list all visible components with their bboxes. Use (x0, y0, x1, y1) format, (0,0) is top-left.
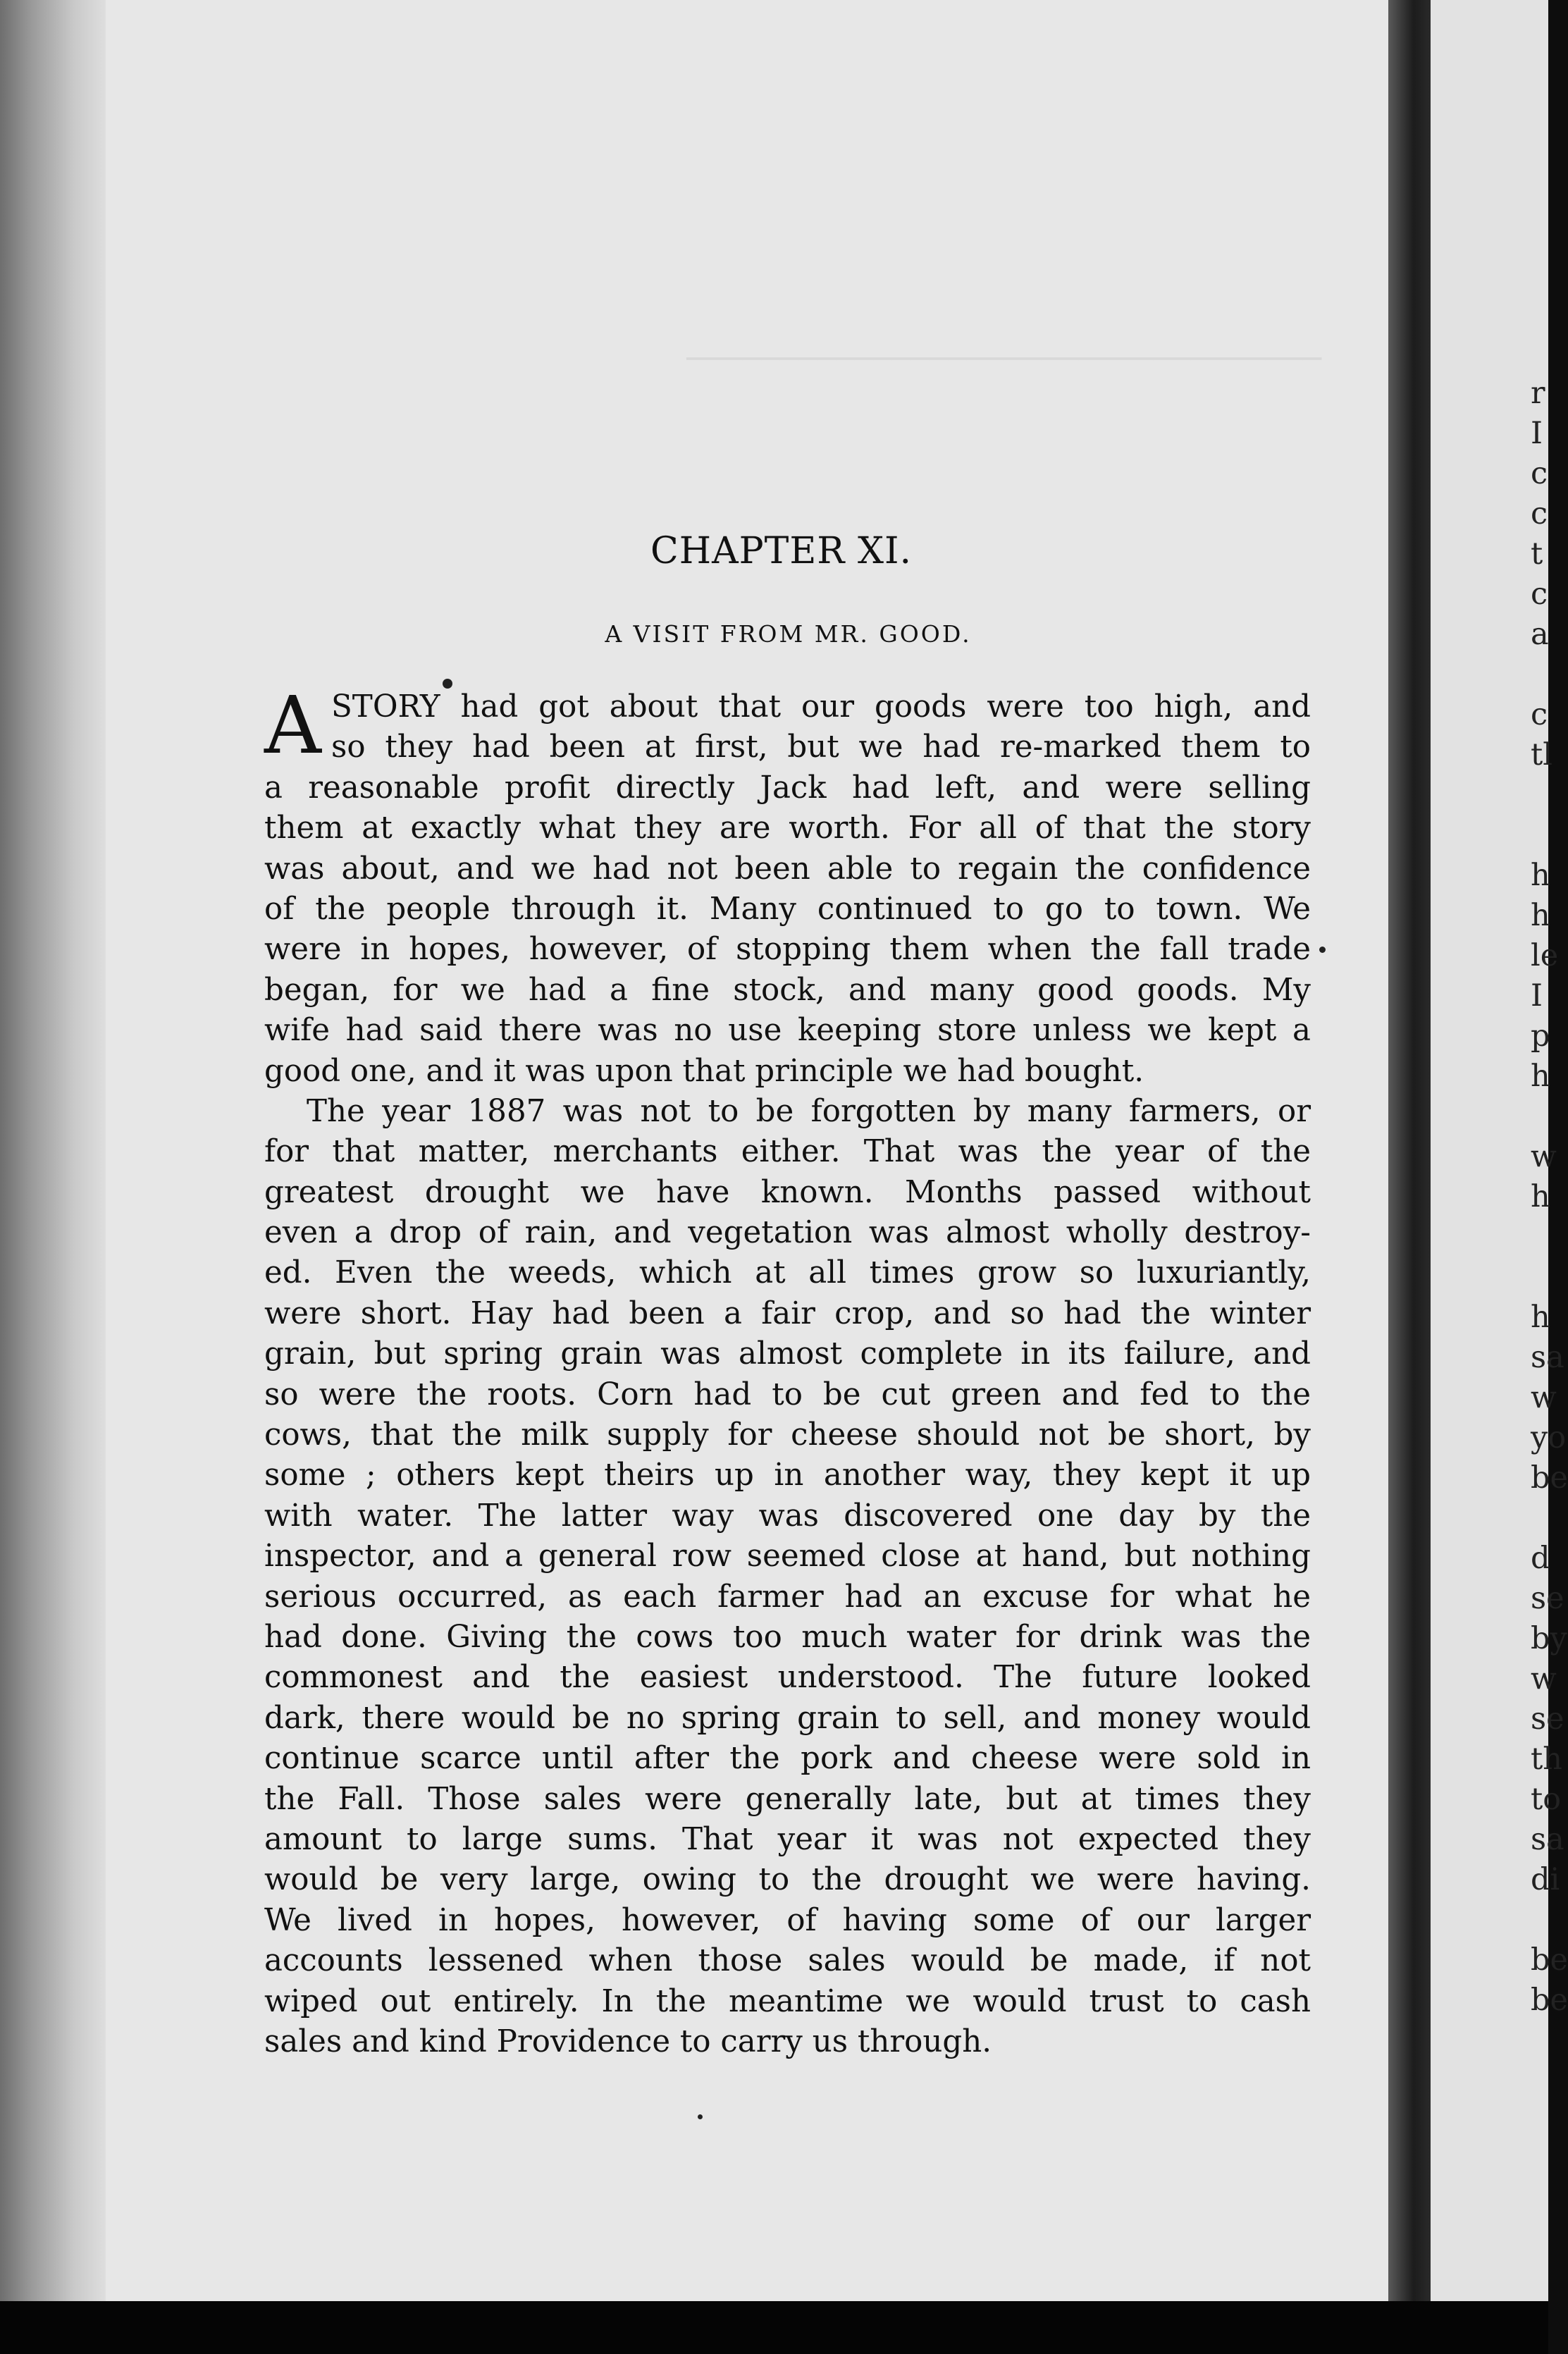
print-speck (698, 2114, 703, 2119)
drop-cap: A (264, 680, 321, 772)
adjacent-page-letter: h (1531, 1059, 1550, 1094)
text-line: inspector, and a general row seemed close at hand, but nothing (264, 1539, 1311, 1575)
text-line: We lived in hopes, however, of having some of our larger (264, 1902, 1311, 1938)
adjacent-page-letter (1531, 815, 1552, 856)
chapter-subtitle: A VISIT FROM MR. GOOD. (605, 620, 972, 648)
adjacent-page-letter: le (1531, 938, 1559, 973)
adjacent-page-letter: c (1531, 496, 1548, 531)
text-line: wife had said there was no use keeping store unless we kept a (264, 1013, 1311, 1049)
adjacent-page-letter: h (1531, 1300, 1550, 1335)
text-line: greatest drought we have known. Months passed without (264, 1174, 1311, 1210)
adjacent-page-letter: t (1531, 536, 1543, 572)
show-through-text: ────────────────────────────────── (686, 341, 1321, 377)
text-line: had done. Giving the cows too much water for drink was the (264, 1619, 1311, 1655)
text-line: them at exactly what they are worth. For all of that the story (264, 811, 1311, 846)
adjacent-page-letter (1531, 1217, 1552, 1257)
text-line: wiped out entirely. In the meantime we would trust to cash (264, 1983, 1311, 2019)
text-line: good one, and it was upon that principle we had bought. (264, 1053, 1144, 1089)
text-line: a reasonable profit directly Jack had left, and were selling (264, 770, 1311, 806)
adjacent-page-letter: c (1531, 456, 1548, 491)
adjacent-page-letter: I (1531, 978, 1543, 1013)
opening-paragraph (264, 680, 1311, 1092)
text-line: even a drop of rain, and vegetation was almost wholly destroy- (264, 1215, 1311, 1251)
adjacent-page-letter: c (1531, 697, 1548, 732)
chapter-title: CHAPTER XI. (650, 530, 913, 572)
adjacent-page-letter: h (1531, 898, 1550, 933)
scan-border (0, 2301, 1548, 2354)
text-line: sales and kind Providence to carry us through. (264, 2023, 992, 2059)
adjacent-page-letter: sa (1531, 1340, 1564, 1375)
text-line: the Fall. Those sales were generally late, but at times they (264, 1781, 1311, 1817)
second-paragraph (264, 1092, 1311, 2062)
page-stack-edge (0, 0, 106, 2301)
text-line: dark, there would be no spring grain to sell, and money would (264, 1700, 1311, 1736)
adjacent-page-letter: se (1531, 1581, 1564, 1616)
adjacent-page-letter: tl (1531, 737, 1553, 772)
text-line: serious occurred, as each farmer had an excuse for what he (264, 1579, 1311, 1615)
adjacent-page-letter: to (1531, 1782, 1562, 1817)
adjacent-page-letter (1531, 1900, 1552, 1940)
adjacent-page-letter (1531, 1097, 1552, 1137)
adjacent-page-letter: be (1531, 1983, 1568, 2018)
adjacent-page-letter (1531, 655, 1552, 695)
text-line: ed. Even the weeds, which at all times grow so luxuriantly, (264, 1255, 1311, 1291)
adjacent-page-letter: d (1531, 1541, 1550, 1576)
print-speck (443, 679, 452, 689)
text-line: some ; others kept theirs up in another way, they kept it up (264, 1458, 1311, 1493)
adjacent-page-letter: se (1531, 1701, 1564, 1737)
adjacent-page-letter: c (1531, 577, 1548, 612)
adjacent-page-letter: I (1531, 416, 1543, 451)
text-line: were in hopes, however, of stopping them when the fall trade (264, 932, 1311, 968)
adjacent-page-letter: h (1531, 1179, 1550, 1214)
adjacent-page-letter (1531, 775, 1552, 815)
adjacent-page-letter: a (1531, 617, 1549, 652)
adjacent-page-letter: di (1531, 1862, 1560, 1897)
adjacent-page-letter: p (1531, 1018, 1550, 1054)
adjacent-page-letters (1531, 374, 1568, 2021)
adjacent-page-letter: sa (1531, 1822, 1564, 1857)
text-line: so were the roots. Corn had to be cut green and fed to the (264, 1376, 1311, 1412)
text-line: cows, that the milk supply for cheese should not be short, by (264, 1417, 1311, 1453)
text-line: were short. Hay had been a fair crop, and so had the winter (264, 1295, 1311, 1331)
text-line: for that matter, merchants either. That was the year of the (264, 1134, 1311, 1170)
adjacent-page-letter: be (1531, 1942, 1568, 1978)
adjacent-page-letter: r (1531, 376, 1545, 411)
adjacent-page-letter: w (1531, 1139, 1557, 1174)
gutter-shadow (1388, 0, 1431, 2301)
adjacent-page-letter: th (1531, 1742, 1562, 1777)
text-line: continue scarce until after the pork and cheese were sold in (264, 1741, 1311, 1777)
adjacent-page-letter (1531, 1257, 1552, 1298)
text-line: STORY had got about that our goods were too high, and (331, 689, 1311, 725)
text-line: amount to large sums. That year it was not expected they (264, 1821, 1311, 1857)
text-line: commonest and the easiest understood. The future looked (264, 1660, 1311, 1696)
adjacent-page-letter: h (1531, 858, 1550, 893)
text-line: would be very large, owing to the drought we were having. (264, 1862, 1311, 1898)
adjacent-page-letter: be (1531, 1460, 1568, 1496)
adjacent-page-letter: w (1531, 1380, 1557, 1415)
text-line: of the people through it. Many continued to go to town. We (264, 891, 1311, 927)
text-line: grain, but spring grain was almost complete in its failure, and (264, 1336, 1311, 1372)
text-line: so they had been at first, but we had re-marked them to (331, 729, 1311, 765)
adjacent-page-letter: yo (1531, 1420, 1567, 1455)
text-line: The year 1887 was not to be forgotten by many farmers, or (307, 1093, 1311, 1129)
adjacent-page-letter (1531, 1498, 1552, 1539)
text-line: began, for we had a fine stock, and many good goods. My (264, 972, 1311, 1008)
adjacent-page-letter: w (1531, 1661, 1557, 1696)
text-line: was about, and we had not been able to regain the confidence (264, 851, 1311, 887)
text-line: with water. The latter way was discovered one day by the (264, 1498, 1311, 1534)
text-line: accounts lessened when those sales would be made, if not (264, 1943, 1311, 1979)
print-speck (1319, 947, 1326, 953)
adjacent-page-letter: by (1531, 1621, 1567, 1656)
chapter-body (264, 680, 1311, 2062)
